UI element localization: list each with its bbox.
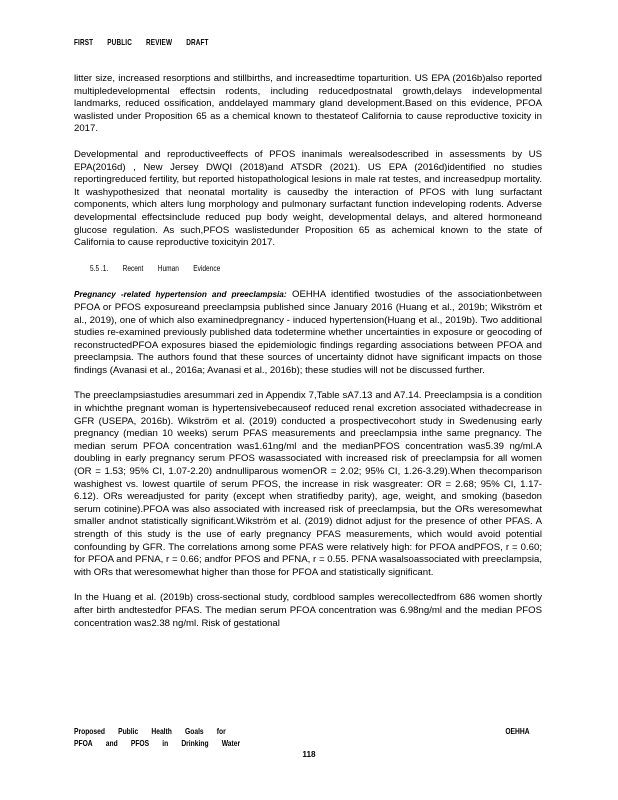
footer-word: for [216, 727, 226, 736]
section-subheading [90, 263, 452, 276]
footer-word: PFOA [74, 739, 93, 748]
page-number: 118 [302, 750, 316, 759]
page-header [74, 38, 223, 47]
section-title-word: Human [157, 263, 179, 273]
footer-word: and [105, 739, 118, 748]
page-footer [74, 726, 530, 750]
header-word: DRAFT [186, 38, 209, 47]
footer-organization: OEHHA [505, 727, 530, 736]
footer-word: in [162, 739, 169, 748]
footer-word: Drinking [181, 739, 209, 748]
paragraph-pfoa-developmental: litter size, increased resorptions and stillbirths, and increasedtime toparturition. US EPA (2016b)also reported multipledevelopmental effectsin rodents, including reducedpostnatal growth,delays indevelopmental landmarks, reduced ossification, anddelayed mammary gland development.Based on this evidence, PFOA waslisted under Proposition 65 as a chemical known to thestateof California to cause reproductive toxicity in 2017. [74, 73, 542, 135]
footer-word: Public [118, 727, 139, 736]
footer-word: Water [221, 739, 241, 748]
paragraph-preeclampsia-intro [74, 289, 542, 377]
paragraph-text: OEHHA identified twostudies of the associationbetween PFOA or PFOS exposureand preeclampsia published since January 2016 (Huang et al., 2019b; Wikström et al., 2019), one of which also examinedpregnancy - induced hypertension(Huang et al., 2019b). Two additional studies re-examined previously published data todetermine whether uncertainties in exposure or geocoding of reconstructedPFOA exposures biased the epidemiologic findings regarding associations between PFOA and preeclampsia. The authors found that these sources of uncertainty didnot have significant impacts on those findings (Avanasi et al., 2016a; Avanasi et al., 2016b); these studies will not be discussed further. [74, 289, 542, 376]
document-body [74, 73, 542, 643]
footer-title-line-1 [74, 726, 448, 738]
paragraph-pfos-developmental: Developmental and reproductiveeffects of PFOS inanimals werealsodescribed in assessments by US EPA(2016d) , New Jersey DWQI (2018)and ATSDR (2021). US EPA (2016d)identified no studies reportingreduced fertility, but reported histopathological lesions in male rat testes, and increasedpup mortality. It washypothesized that neonatal mortality is causedby the interaction of PFOS with lung surfactant components, which alters lung morphology and pulmonary surfactant function indeveloping rodents. Adverse developmental effectsinclude reduced pup body weight, developmental delays, and altered hormoneand glucose regulation. As such,PFOS waslistedunder Proposition 65 as achemical known to the state of California to cause reproductive toxicityin 2017. [74, 148, 542, 249]
section-number: 5.5 .1. [90, 263, 109, 273]
paragraph-preeclampsia-studies: The preeclampsiastudies aresummari zed in Appendix 7,Table sA7.13 and A7.14. Preeclampsia is a condition in whichthe pregnant woman is hypertensivebecauseof reduced renal excretion associated withadecrease in GFR (USEPA, 2016b). Wikström et al. (2019) conducted a prospectivecohort study in Swedenusing early pregnancy (median 10 weeks) serum PFAS measurements and preeclampsia inthe same pregnancy. The median serum PFOA concentration was1.61ng/ml and the medianPFOS concentration was5.39 ng/ml.A doubling in early pregnancy serum PFOS wasassociated with increased risk of preeclampsia for all women (OR = 1.53; 95% CI, 1.07-2.20) andnulliparous womenOR = 2.02; 95% CI, 1.26-3.29).When thecomparison washighest vs. lowest quartile of serum PFOS, the increase in risk wasgreater: OR = 2.68; 95% CI, 1.17-6.12). ORs wereadjusted for parity (except when stratifiedby parity), age, weight, and smoking (basedon serum cotinine).PFOA was also associated with increased risk of preeclampsia, but the ORs weresomewhat smaller andnot statistically significant.Wikström et al. (2019) didnot adjust for the presence of other PFAS. A strength of this study is the use of early pregnancy PFAS measurements, which would avoid potential confounding by GFR. The correlations among some PFAS were relatively high: for PFOA andPFOS, r = 0.60; for PFOA and PFNA, r = 0.66; andfor PFOS and PFNA, r = 0.55. PFNA wasalsoassociated with preeclampsia, with ORs that weresomewhat higher than those for PFOA and statistically significant. [74, 390, 542, 578]
section-title-word: Recent [122, 263, 144, 273]
footer-title-line-2 [74, 738, 448, 750]
footer-word: PFOS [130, 739, 150, 748]
header-word: FIRST [74, 38, 94, 47]
paragraph-huang-study: In the Huang et al. (2019b) cross-sectional study, cordblood samples werecollectedfrom 686 women shortly after birth andtestedfor PFAS. The median serum PFOA concentration was 6.98ng/ml and the median PFOS concentration was2.38 ng/ml. Risk of gestational [74, 592, 542, 629]
footer-word: Health [151, 727, 172, 736]
paragraph-lead-in: Pregnancy -related hypertension and preeclampsia: [74, 290, 287, 300]
header-word: PUBLIC [107, 38, 132, 47]
footer-word: Goals [185, 727, 204, 736]
section-title-word: Evidence [193, 263, 221, 273]
footer-word: Proposed [74, 727, 105, 736]
header-word: REVIEW [146, 38, 173, 47]
